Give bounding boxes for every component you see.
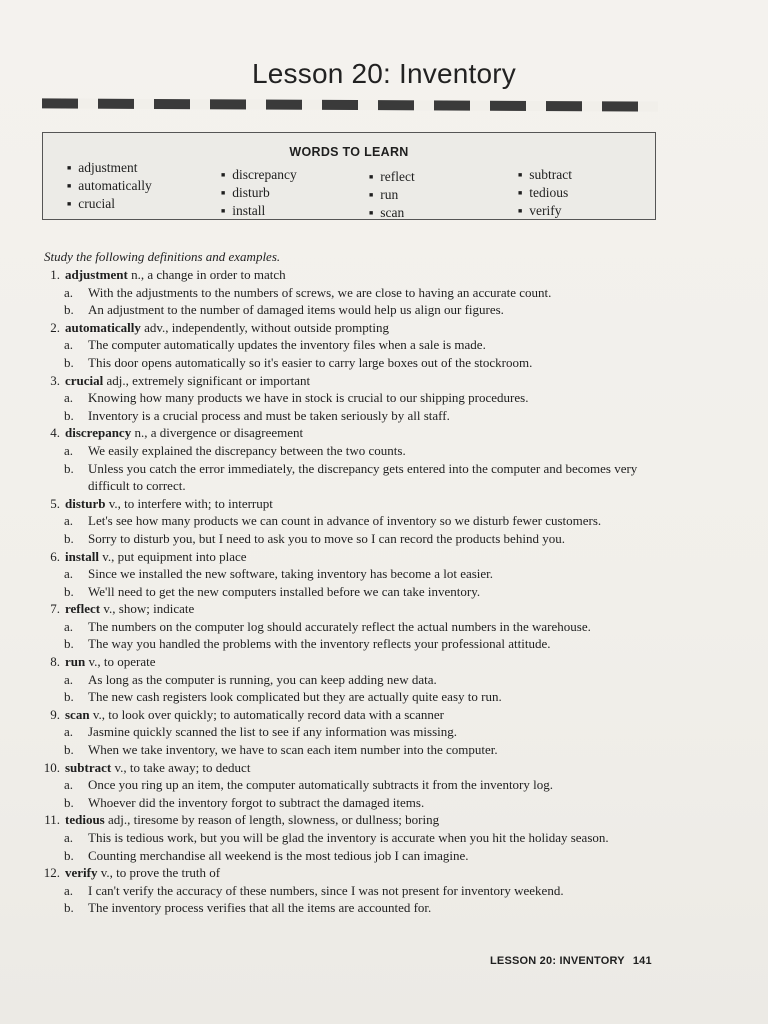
example-line xyxy=(40,389,670,407)
word-item: ■ disturb xyxy=(221,184,297,202)
definition-line xyxy=(40,495,670,513)
definition-item xyxy=(40,706,670,759)
example-label: b. xyxy=(64,302,74,318)
definition-term: run xyxy=(65,654,86,670)
example-label: b. xyxy=(64,636,74,652)
definition-term: discrepancy xyxy=(65,425,132,441)
example-line xyxy=(40,899,670,917)
example-text: Sorry to disturb you, but I need to ask you to move so I can record the products behind you. xyxy=(88,530,565,546)
example-line xyxy=(40,776,670,794)
example-line xyxy=(40,284,670,302)
word-item: ■ scan xyxy=(369,204,415,222)
word-item: ■ install xyxy=(221,202,297,220)
example-text: Since we installed the new software, taking inventory has become a lot easier. xyxy=(88,566,494,582)
definition-number: 2. xyxy=(50,319,60,335)
example-label: a. xyxy=(64,618,74,634)
example-label: a. xyxy=(64,390,74,406)
word-item: ■ adjustment xyxy=(67,159,152,177)
definition-line xyxy=(40,319,670,337)
example-text: Inventory is a crucial process and must be taken seriously by all staff. xyxy=(88,407,450,423)
definition-item xyxy=(40,864,670,917)
definition-item xyxy=(40,372,670,425)
definition-item xyxy=(40,600,670,653)
example-line xyxy=(40,583,670,601)
example-line xyxy=(40,847,670,865)
definition-text: v., to operate xyxy=(88,654,156,670)
definition-number: 5. xyxy=(50,495,60,511)
definition-number: 9. xyxy=(50,706,60,722)
example-line xyxy=(40,407,670,425)
definition-term: crucial xyxy=(65,372,104,388)
definition-term: tedious xyxy=(65,812,105,828)
example-line xyxy=(40,618,670,636)
definition-text: adj., tiresome by reason of length, slowness, or dullness; boring xyxy=(107,812,440,828)
definition-item xyxy=(40,319,670,372)
page-title: Lesson 20: Inventory xyxy=(252,58,516,89)
example-text: The computer automatically updates the inventory files when a sale is made. xyxy=(88,337,486,353)
definition-item xyxy=(40,811,670,864)
example-line xyxy=(40,723,670,741)
definition-line xyxy=(40,372,670,390)
definition-text: v., put equipment into place xyxy=(102,548,247,564)
example-line xyxy=(40,512,670,530)
definition-number: 8. xyxy=(50,654,60,670)
definition-line xyxy=(40,864,670,882)
example-label: a. xyxy=(64,284,74,300)
definition-item xyxy=(40,759,670,812)
definition-item xyxy=(40,548,670,601)
definition-text: v., show; indicate xyxy=(103,601,195,617)
definition-number: 10. xyxy=(43,759,60,775)
definitions-list xyxy=(40,266,670,917)
page-footer xyxy=(490,955,652,967)
example-label: a. xyxy=(64,882,74,898)
definition-number: 11. xyxy=(44,812,60,828)
example-label: b. xyxy=(64,407,74,423)
word-item: ■ automatically xyxy=(67,177,152,195)
example-label: b. xyxy=(64,689,74,705)
definition-number: 7. xyxy=(50,601,60,617)
example-line xyxy=(40,442,670,460)
example-text: We'll need to get the new computers installed before we can take inventory. xyxy=(88,583,481,599)
example-line xyxy=(40,882,670,900)
example-label: b. xyxy=(64,742,74,758)
example-line xyxy=(40,741,670,759)
example-label: b. xyxy=(64,354,74,370)
definition-line xyxy=(40,548,670,566)
word-item: ■ crucial xyxy=(67,195,152,213)
definition-item xyxy=(40,495,670,548)
definition-text: n., a divergence or disagreement xyxy=(134,425,304,441)
word-column-3 xyxy=(369,168,415,222)
example-text: Once you ring up an item, the computer automatically subtracts it from the inventory log. xyxy=(88,777,553,793)
definition-term: disturb xyxy=(65,495,106,511)
example-line xyxy=(40,671,670,689)
words-to-learn-box xyxy=(42,132,656,220)
example-text: We easily explained the discrepancy between the two counts. xyxy=(88,442,406,458)
definition-number: 3. xyxy=(50,372,60,388)
example-line xyxy=(40,688,670,706)
definition-line xyxy=(40,266,670,284)
example-text: Let's see how many products we can count in advance of inventory so we disturb fewer customers. xyxy=(88,513,602,529)
decorative-stripe xyxy=(42,98,658,111)
example-line xyxy=(40,794,670,812)
example-text: With the adjustments to the numbers of screws, we are close to having an accurate count. xyxy=(88,284,552,300)
example-text: The new cash registers look complicated but they are actually quite easy to run. xyxy=(88,689,502,705)
example-text: The way you handled the problems with the inventory reflects your professional attitude. xyxy=(88,636,551,652)
definition-term: automatically xyxy=(65,319,141,335)
example-label: b. xyxy=(64,460,74,476)
definition-item xyxy=(40,424,670,494)
word-item: ■ reflect xyxy=(369,168,415,186)
definition-term: reflect xyxy=(65,601,101,617)
definition-text: v., to take away; to deduct xyxy=(114,759,251,775)
definition-item xyxy=(40,653,670,706)
example-label: a. xyxy=(64,442,74,458)
definition-text: n., a change in order to match xyxy=(131,267,286,282)
definition-term: verify xyxy=(65,865,98,881)
example-label: a. xyxy=(64,830,74,845)
definition-line xyxy=(40,600,670,618)
example-line xyxy=(40,635,670,653)
example-text: Knowing how many products we have in stock is crucial to our shipping procedures. xyxy=(88,390,529,406)
example-label: a. xyxy=(64,777,74,793)
word-item: ■ subtract xyxy=(518,166,572,184)
example-label: b. xyxy=(64,583,74,599)
definition-term: scan xyxy=(65,706,90,722)
example-text: The numbers on the computer log should accurately reflect the actual numbers in the warehouse. xyxy=(88,618,591,634)
definition-text: v., to look over quickly; to automatically record data with a scanner xyxy=(92,706,444,722)
example-text: As long as the computer is running, you can keep adding new data. xyxy=(88,671,437,687)
example-line xyxy=(40,354,670,372)
definition-line xyxy=(40,424,670,442)
intro-text: Study the following definitions and examples. xyxy=(44,249,281,264)
word-column-2 xyxy=(221,166,297,220)
word-item: ■ discrepancy xyxy=(221,166,297,184)
example-line xyxy=(40,565,670,583)
definition-text: adv., independently, without outside prompting xyxy=(144,319,389,335)
example-text: This is tedious work, but you will be glad the inventory is accurate when you hit the holiday season. xyxy=(88,830,609,845)
example-line xyxy=(40,460,648,495)
example-line xyxy=(40,301,670,319)
example-text: Jasmine quickly scanned the list to see if any information was missing. xyxy=(88,724,457,740)
footer-label: LESSON 20: INVENTORY xyxy=(490,955,625,967)
example-text: I can't verify the accuracy of these numbers, since I was not present for inventory weekend. xyxy=(88,882,564,898)
example-label: a. xyxy=(64,671,74,687)
definition-number: 4. xyxy=(50,425,60,441)
word-item: ■ verify xyxy=(518,202,572,220)
example-line xyxy=(40,530,670,548)
definition-term: adjustment xyxy=(65,267,128,282)
page-number: 141 xyxy=(632,955,652,967)
definition-line xyxy=(40,759,670,777)
word-item: ■ run xyxy=(369,186,415,204)
definition-number: 12. xyxy=(43,865,60,881)
example-text: An adjustment to the number of damaged items would help us align our figures. xyxy=(88,302,504,318)
example-text: This door opens automatically so it's easier to carry large boxes out of the stockroom. xyxy=(88,354,533,370)
definition-line xyxy=(40,811,670,829)
example-label: a. xyxy=(64,513,74,529)
definition-line xyxy=(40,653,670,671)
definition-number: 6. xyxy=(50,548,60,564)
example-text: Counting merchandise all weekend is the most tedious job I can imagine. xyxy=(88,847,469,863)
example-label: a. xyxy=(64,724,74,740)
example-line xyxy=(40,829,670,847)
word-item: ■ tedious xyxy=(518,184,572,202)
word-column-1 xyxy=(67,159,152,213)
example-label: b. xyxy=(64,847,74,863)
example-text: The inventory process verifies that all the items are accounted for. xyxy=(88,900,432,916)
word-column-4 xyxy=(518,166,572,220)
example-text: Whoever did the inventory forgot to subtract the damaged items. xyxy=(88,794,425,810)
example-label: a. xyxy=(64,337,74,353)
example-label: b. xyxy=(64,900,74,916)
example-label: b. xyxy=(64,794,74,810)
example-line xyxy=(40,336,670,354)
definition-number: 1. xyxy=(50,267,60,282)
definition-line xyxy=(40,706,670,724)
example-label: a. xyxy=(64,566,74,582)
example-text: Unless you catch the error immediately, the discrepancy gets entered into the computer and becomes very difficult to correct. xyxy=(88,460,638,494)
example-text: When we take inventory, we have to scan each item number into the computer. xyxy=(88,742,498,758)
definition-item xyxy=(40,266,670,319)
definition-text: v., to prove the truth of xyxy=(100,865,221,881)
words-box-title: WORDS TO LEARN xyxy=(289,145,409,159)
definition-term: subtract xyxy=(65,759,112,775)
definition-text: adj., extremely significant or important xyxy=(106,372,311,388)
definition-text: v., to interfere with; to interrupt xyxy=(108,495,273,511)
definition-term: install xyxy=(65,548,99,564)
example-label: b. xyxy=(64,530,74,546)
